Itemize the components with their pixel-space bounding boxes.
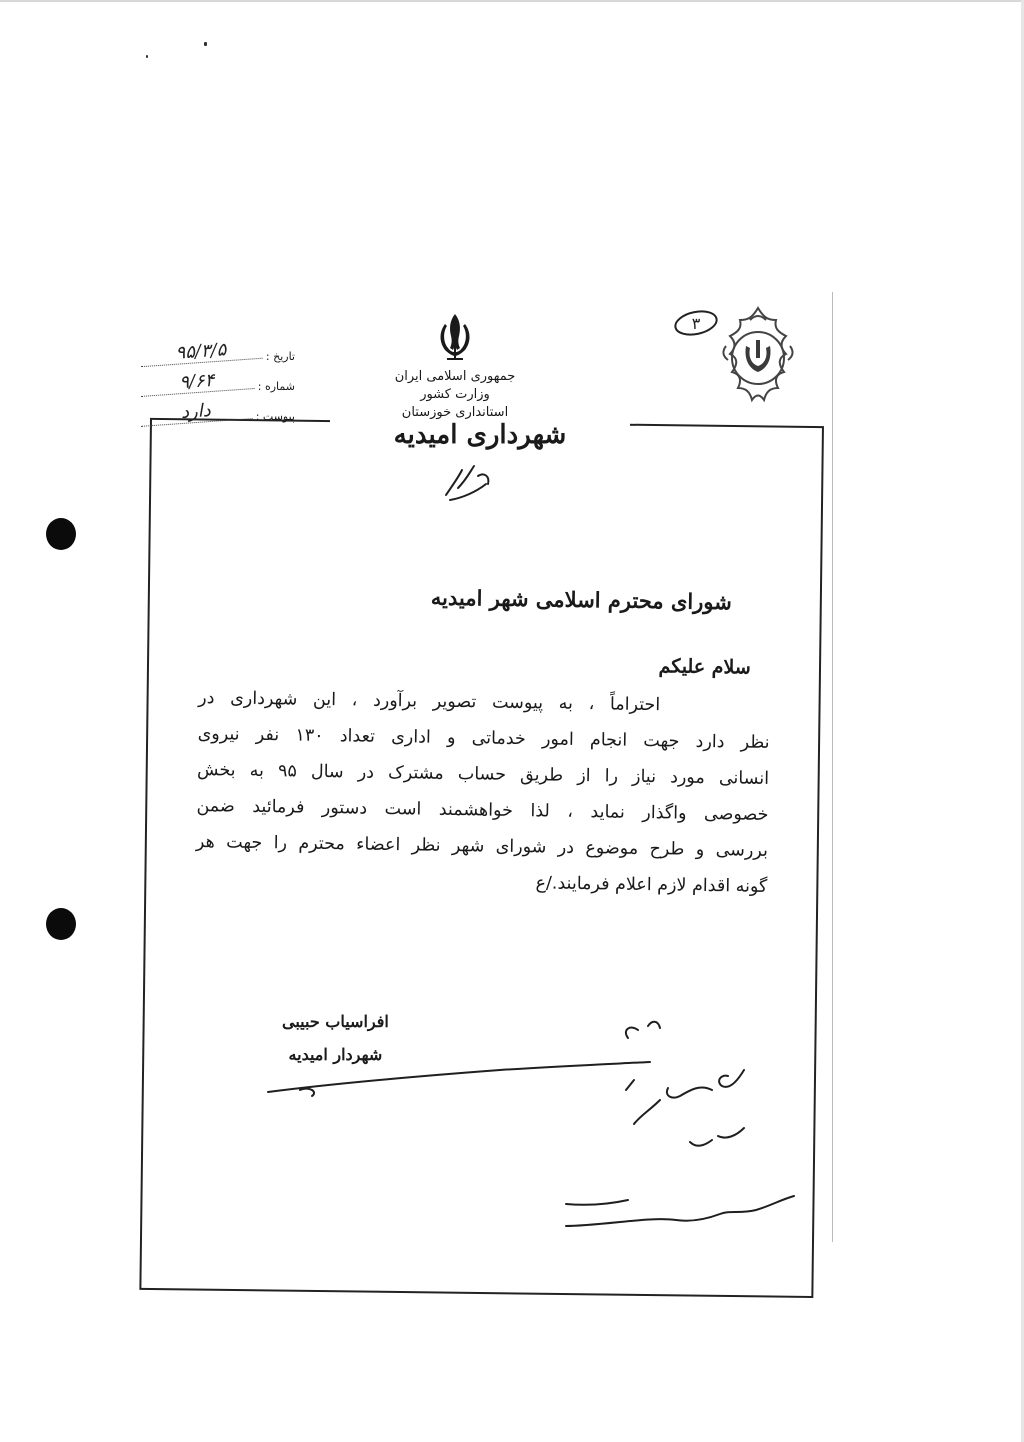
scan-edge [832, 292, 833, 1242]
letterhead [290, 310, 620, 422]
number-label: شماره : [257, 380, 295, 393]
paragraph-line: احتراماً ، به پیوست تصویر برآورد ، این شهرداری در [198, 688, 661, 716]
letter-body [195, 581, 772, 905]
number-value: ۹/۶۴ [139, 367, 254, 397]
paragraph-line: گونه اقدام لازم اعلام فرمایند./ع [535, 873, 768, 897]
attachment-field [140, 395, 295, 423]
letter-meta [140, 335, 295, 425]
date-label: تاریخ : [265, 350, 295, 363]
punch-hole [46, 908, 76, 940]
page-number-mark [672, 308, 720, 342]
municipality-title [330, 420, 630, 450]
signer-title: شهردار امیدیه [288, 1045, 383, 1064]
iran-emblem-icon [290, 310, 620, 368]
attachment-label: پیوست : [255, 410, 295, 423]
signature-block [282, 1012, 389, 1064]
date-value: ۹۵/۳/۵ [139, 337, 262, 367]
paragraph-line: انسانی مورد نیاز را از طریق حساب مشترک در سال ۹۵ به بخش [196, 759, 770, 789]
greeting: سلام علیکم [658, 655, 751, 679]
paragraph-line: خصوصی واگذار نماید ، لذا خواهشمند است دستور فرمائید ضمن [196, 795, 769, 825]
paragraph-line: نظر دارد جهت انجام امور خدماتی و اداری تعداد ۱۳۰ نفر نیروی [197, 723, 770, 753]
letter-paragraph [195, 680, 770, 905]
attachment-value: دارد [139, 397, 252, 427]
signer-name: افراسیاب حبیبی [282, 1012, 389, 1031]
title-text: شهرداری امیدیه [382, 420, 579, 450]
addressee: شورای محترم اسلامی شهر امیدیه [430, 584, 733, 615]
header-line: وزارت کشور [420, 387, 490, 402]
paragraph-line: بررسی و طرح موضوع در شورای شهر نظر اعضاء محترم را جهت هر [195, 831, 769, 861]
page-number-text: ۳ [691, 314, 701, 333]
scan-speck [204, 42, 207, 46]
punch-hole [46, 518, 76, 550]
header-line: جمهوری اسلامی ایران [394, 369, 516, 384]
number-field [140, 365, 295, 393]
header-line: استانداری خوزستان [401, 405, 509, 420]
date-field [140, 335, 295, 363]
scan-speck [146, 55, 148, 58]
page-edge [0, 0, 1024, 2]
